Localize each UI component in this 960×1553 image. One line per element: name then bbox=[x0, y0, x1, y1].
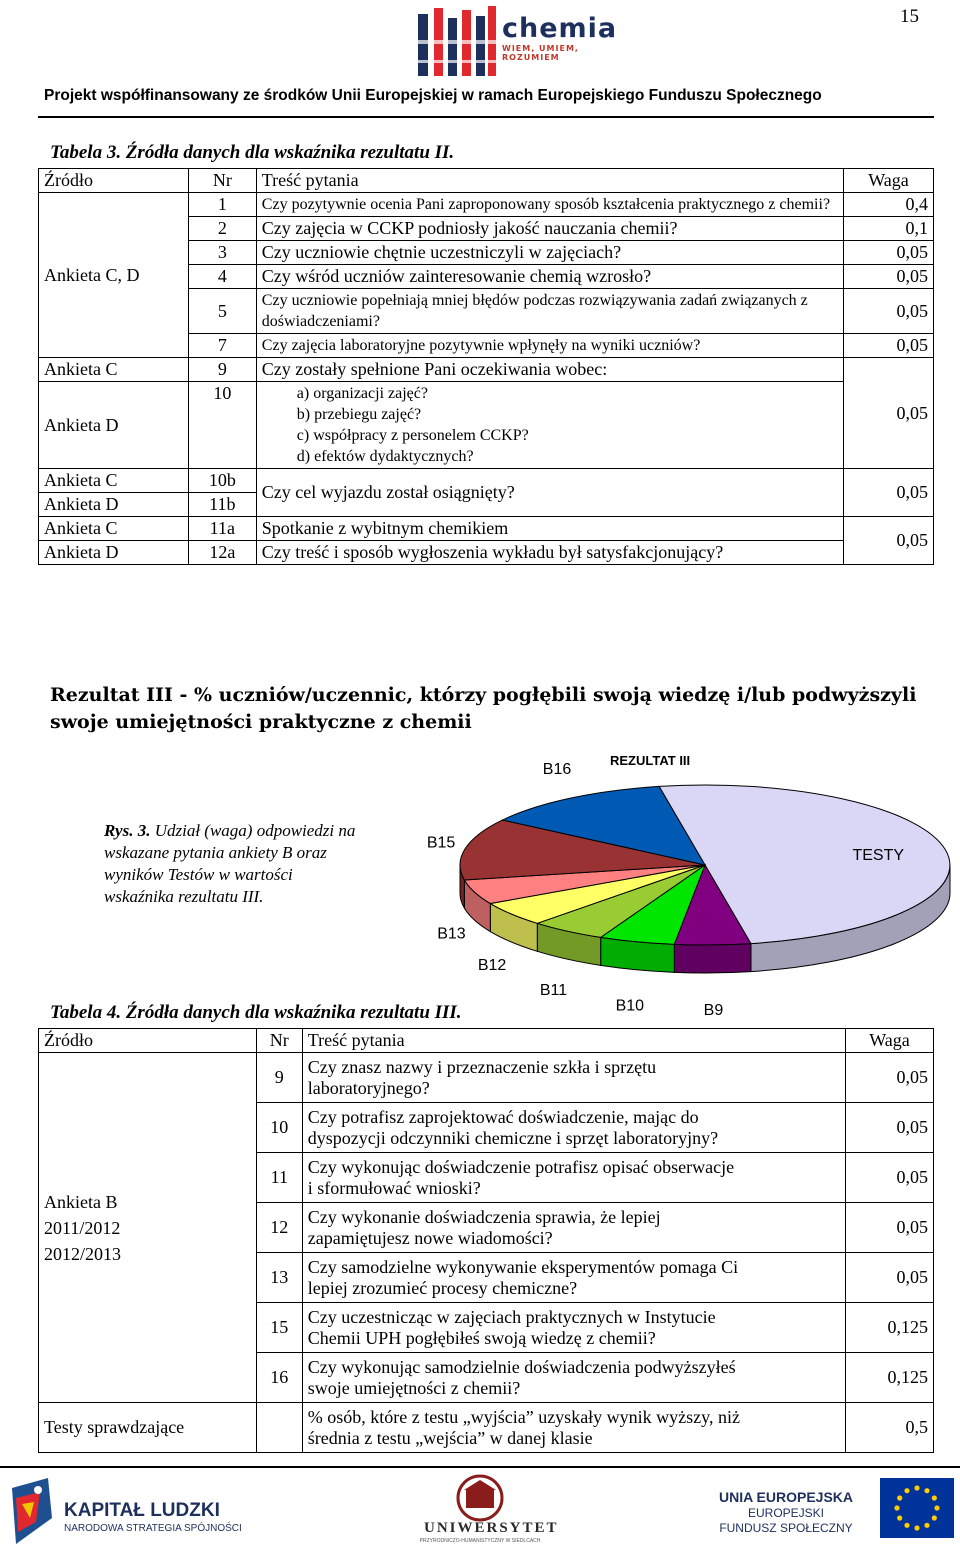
source-cell: Ankieta B 2011/2012 2012/2013 bbox=[39, 1053, 257, 1403]
pie-label: B12 bbox=[477, 957, 507, 975]
table-row bbox=[39, 541, 934, 565]
nr-cell: 5 bbox=[188, 289, 256, 334]
kapital-ludzki-emblem-icon bbox=[8, 1478, 56, 1546]
question-cell: Czy wykonując doświadczenie potrafisz opisać obserwacje i sformułować wnioski? bbox=[302, 1153, 845, 1203]
question-cell: Czy wśród uczniów zainteresowanie chemią wzrosło? bbox=[256, 265, 843, 289]
question-cell bbox=[256, 382, 843, 469]
weight-cell: 0,05 bbox=[844, 517, 934, 565]
nr-cell: 2 bbox=[188, 217, 256, 241]
weight-cell: 0,1 bbox=[844, 217, 934, 241]
header-rule bbox=[38, 116, 934, 118]
weight-cell: 0,05 bbox=[846, 1253, 934, 1303]
option-c: c) współpracy z personelem CCKP? bbox=[296, 427, 529, 444]
figure-caption-text: Udział (waga) odpowiedzi na wskazane pytania ankiety B oraz wyników Testów w wartości wskaźnika rezultatu III. bbox=[104, 821, 356, 906]
chemia-logo-sub: WIEM, UMIEM, ROZUMIEM bbox=[502, 44, 579, 62]
result-heading: Rezultat III - % uczniów/uczennic, którzy pogłębili swoją wiedzę i/lub podwyższyli swoje umiejętności praktyczne z chemii bbox=[50, 684, 917, 733]
question-cell: Czy zajęcia w CCKP podniosły jakość nauczania chemii? bbox=[256, 217, 843, 241]
nr-cell: 9 bbox=[188, 358, 256, 382]
weight-cell: 0,05 bbox=[844, 265, 934, 289]
nr-cell: 16 bbox=[256, 1353, 302, 1403]
pie-label: B15 bbox=[426, 834, 456, 852]
question-cell: Czy pozytywnie ocenia Pani zaproponowany sposób kształcenia praktycznego z chemii? bbox=[256, 193, 843, 217]
nr-cell: 13 bbox=[256, 1253, 302, 1303]
header-cell: Waga bbox=[844, 169, 934, 193]
header-cell: Źródło bbox=[39, 1029, 257, 1053]
university-emblem-icon bbox=[452, 1474, 508, 1522]
kapital-ludzki-title: KAPITAŁ LUDZKI bbox=[64, 1500, 220, 1521]
kapital-ludzki-sub: NARODOWA STRATEGIA SPÓJNOŚCI bbox=[64, 1523, 242, 1534]
option-d: d) efektów dydaktycznych? bbox=[296, 448, 474, 465]
eu-flag-icon bbox=[880, 1478, 954, 1538]
weight-cell: 0,5 bbox=[846, 1403, 934, 1453]
eu-star-icon bbox=[924, 1488, 929, 1493]
nr-cell bbox=[256, 1403, 302, 1453]
table-row bbox=[39, 1403, 934, 1453]
nr-cell: 3 bbox=[188, 241, 256, 265]
nr-cell: 10 bbox=[256, 1103, 302, 1153]
weight-cell: 0,05 bbox=[844, 469, 934, 517]
figure-caption bbox=[104, 820, 364, 908]
header-cell: Źródło bbox=[39, 169, 189, 193]
eu-line-3: FUNDUSZ SPOŁECZNY bbox=[719, 1521, 853, 1535]
pie-label: B11 bbox=[539, 981, 568, 999]
pie-label: B10 bbox=[615, 997, 645, 1015]
university-sub: PRZYRODNICZO-HUMANISTYCZNY W SIEDLCACH bbox=[419, 1538, 541, 1544]
weight-cell: 0,05 bbox=[846, 1153, 934, 1203]
question-cell: Czy wykonanie doświadczenia sprawia, że lepiej zapamiętujesz nowe wiadomości? bbox=[302, 1203, 845, 1253]
footer-rule bbox=[0, 1466, 960, 1468]
nr-cell: 1 bbox=[188, 193, 256, 217]
weight-cell: 0,125 bbox=[846, 1303, 934, 1353]
table-row bbox=[39, 382, 934, 469]
university-title: UNIWERSYTET bbox=[424, 1520, 559, 1536]
eu-star-icon bbox=[904, 1523, 909, 1528]
weight-cell: 0,05 bbox=[846, 1203, 934, 1253]
option-b: b) przebiegu zajęć? bbox=[296, 406, 422, 423]
table-header-row bbox=[39, 1029, 934, 1053]
eu-star-icon bbox=[914, 1485, 919, 1490]
chemia-logo-main: chemia bbox=[502, 13, 618, 44]
question-cell: Czy wykonując samodzielnie doświadczenia podwyższyłeś swoje umiejętności z chemii? bbox=[302, 1353, 845, 1403]
chart-title: REZULTAT III bbox=[610, 753, 691, 768]
table-row bbox=[39, 1053, 934, 1103]
question-cell: Czy treść i sposób wygłoszenia wykładu był satysfakcjonujący? bbox=[256, 541, 843, 565]
weight-cell: 0,05 bbox=[846, 1053, 934, 1103]
table4 bbox=[38, 1028, 934, 1453]
weight-cell: 0,05 bbox=[844, 241, 934, 265]
pie-label: TESTY bbox=[852, 847, 905, 865]
table-row bbox=[39, 469, 934, 493]
question-cell: Czy cel wyjazdu został osiągnięty? bbox=[256, 469, 843, 517]
nr-cell: 11 bbox=[256, 1153, 302, 1203]
weight-cell: 0,05 bbox=[844, 358, 934, 469]
pie-label: B13 bbox=[437, 925, 466, 943]
question-cell: Czy uczniowie popełniają mniej błędów podczas rozwiązywania zadań związanych z doświadczeniami? bbox=[256, 289, 843, 334]
table-header-row bbox=[39, 169, 934, 193]
nr-cell: 7 bbox=[188, 334, 256, 358]
weight-cell: 0,125 bbox=[846, 1353, 934, 1403]
nr-cell: 4 bbox=[188, 265, 256, 289]
eu-line-1: UNIA EUROPEJSKA bbox=[718, 1489, 854, 1505]
eu-star-icon bbox=[932, 1495, 937, 1500]
header-cell: Waga bbox=[846, 1029, 934, 1053]
source-cell: Testy sprawdzające bbox=[39, 1403, 257, 1453]
nr-cell: 11b bbox=[188, 493, 256, 517]
table4-caption: Tabela 4. Źródła danych dla wskaźnika rezultatu III. bbox=[50, 1002, 462, 1023]
source-cell: Ankieta C bbox=[39, 358, 189, 382]
question-cell: Czy znasz nazwy i przeznaczenie szkła i sprzętu laboratoryjnego? bbox=[302, 1053, 845, 1103]
eu-star-icon bbox=[894, 1505, 899, 1510]
pie-slice-side bbox=[674, 944, 751, 973]
question-cell: Czy samodzielne wykonywanie eksperymentów pomaga Ci lepiej zrozumieć procesy chemiczne? bbox=[302, 1253, 845, 1303]
option-a: a) organizacji zajęć? bbox=[296, 385, 428, 402]
source-cell: Ankieta D bbox=[39, 541, 189, 565]
question-cell: Czy uczestnicząc w zajęciach praktycznych w Instytucie Chemii UPH pogłębiłeś swoją wiedzę z chemii? bbox=[302, 1303, 845, 1353]
question-cell: Czy uczniowie chętnie uczestniczyli w zajęciach? bbox=[256, 241, 843, 265]
source-cell: Ankieta C, D bbox=[39, 193, 189, 358]
eu-star-icon bbox=[914, 1525, 919, 1530]
question-cell: Czy zajęcia laboratoryjne pozytywnie wpłynęły na wyniki uczniów? bbox=[256, 334, 843, 358]
weight-cell: 0,05 bbox=[844, 289, 934, 334]
pie-chart bbox=[380, 745, 940, 1019]
ciw-logo-icon bbox=[414, 6, 500, 82]
pie-label: B9 bbox=[703, 1001, 724, 1019]
nr-cell: 15 bbox=[256, 1303, 302, 1353]
chemia-logo bbox=[502, 14, 622, 62]
pie-slices bbox=[460, 785, 950, 973]
nr-cell: 12a bbox=[188, 541, 256, 565]
eu-star-icon bbox=[904, 1488, 909, 1493]
source-cell: Ankieta D bbox=[39, 493, 189, 517]
table-row bbox=[39, 193, 934, 217]
source-cell: Ankieta C bbox=[39, 469, 189, 493]
header-cell: Nr bbox=[188, 169, 256, 193]
eu-star-icon bbox=[934, 1505, 939, 1510]
weight-cell: 0,4 bbox=[844, 193, 934, 217]
eu-star-icon bbox=[897, 1515, 902, 1520]
question-cell: Czy potrafisz zaprojektować doświadczenie, mając do dyspozycji odczynniki chemiczne i sprzęt laboratoryjny? bbox=[302, 1103, 845, 1153]
eu-star-icon bbox=[932, 1515, 937, 1520]
project-line: Projekt współfinansowany ze środków Unii Europejskiej w ramach Europejskiego Funduszu Społecznego bbox=[44, 87, 822, 104]
question-cell: Spotkanie z wybitnym chemikiem bbox=[256, 517, 843, 541]
nr-cell: 9 bbox=[256, 1053, 302, 1103]
nr-cell: 12 bbox=[256, 1203, 302, 1253]
table3 bbox=[38, 168, 934, 565]
weight-cell: 0,05 bbox=[844, 334, 934, 358]
figure-caption-label: Rys. 3. bbox=[104, 821, 151, 840]
header-cell: Nr bbox=[256, 1029, 302, 1053]
table3-caption: Tabela 3. Źródła danych dla wskaźnika rezultatu II. bbox=[50, 142, 455, 163]
eu-star-icon bbox=[924, 1523, 929, 1528]
pie-label: B16 bbox=[542, 761, 572, 779]
nr-cell: 10b bbox=[188, 469, 256, 493]
question-cell: % osób, które z testu „wyjścia” uzyskały wynik wyższy, niż średnia z testu „wejścia” w danej klasie bbox=[302, 1403, 845, 1453]
eu-star-icon bbox=[897, 1495, 902, 1500]
table-row bbox=[39, 517, 934, 541]
table-row bbox=[39, 358, 934, 382]
weight-cell: 0,05 bbox=[846, 1103, 934, 1153]
page-number: 15 bbox=[900, 6, 919, 27]
nr-cell: 10 bbox=[188, 382, 256, 469]
question-cell: Czy zostały spełnione Pani oczekiwania wobec: bbox=[256, 358, 843, 382]
eu-line-2: EUROPEJSKI bbox=[747, 1506, 825, 1520]
nr-cell: 11a bbox=[188, 517, 256, 541]
header-cell: Treść pytania bbox=[302, 1029, 845, 1053]
header-cell: Treść pytania bbox=[256, 169, 843, 193]
source-cell: Ankieta D bbox=[39, 382, 189, 469]
source-cell: Ankieta C bbox=[39, 517, 189, 541]
